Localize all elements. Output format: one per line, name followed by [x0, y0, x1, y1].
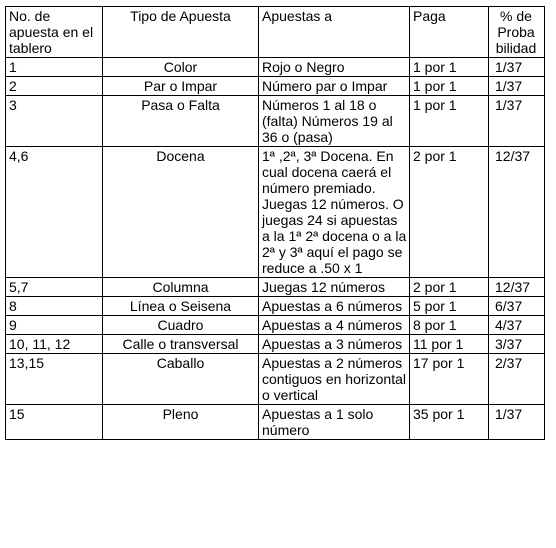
cell-probability: 4/37: [489, 316, 545, 335]
cell-bets-on: Apuestas a 3 números: [259, 335, 410, 354]
cell-payout: 35 por 1: [410, 405, 489, 440]
cell-bet-number: 3: [6, 96, 103, 147]
cell-bet-number: 15: [6, 405, 103, 440]
cell-bet-type: Color: [103, 58, 259, 77]
cell-payout: 17 por 1: [410, 354, 489, 405]
table-row: [6, 147, 545, 278]
cell-bets-on: Apuestas a 4 números: [259, 316, 410, 335]
cell-payout: 2 por 1: [410, 147, 489, 278]
table-row: [6, 96, 545, 147]
cell-bet-type: Calle o transversal: [103, 335, 259, 354]
cell-probability: 1/37: [489, 58, 545, 77]
cell-bet-number: 2: [6, 77, 103, 96]
cell-payout: 11 por 1: [410, 335, 489, 354]
cell-probability: 3/37: [489, 335, 545, 354]
cell-payout: 1 por 1: [410, 58, 489, 77]
cell-bet-type: Docena: [103, 147, 259, 278]
cell-probability: 12/37: [489, 147, 545, 278]
cell-bet-number: 1: [6, 58, 103, 77]
cell-bets-on: Apuestas a 2 números contiguos en horizontal o vertical: [259, 354, 410, 405]
cell-bet-number: 4,6: [6, 147, 103, 278]
cell-payout: 8 por 1: [410, 316, 489, 335]
header-bet-type: Tipo de Apuesta: [103, 7, 259, 58]
cell-payout: 1 por 1: [410, 77, 489, 96]
cell-bet-type: Cuadro: [103, 316, 259, 335]
cell-bet-type: Pleno: [103, 405, 259, 440]
table-row: [6, 77, 545, 96]
cell-bet-number: 8: [6, 297, 103, 316]
table-row: [6, 58, 545, 77]
cell-probability: 12/37: [489, 278, 545, 297]
cell-bet-type: Línea o Seisena: [103, 297, 259, 316]
cell-bets-on: Número par o Impar: [259, 77, 410, 96]
cell-probability: 1/37: [489, 77, 545, 96]
cell-bets-on: Apuestas a 1 solo número: [259, 405, 410, 440]
cell-bets-on: Números 1 al 18 o (falta) Números 19 al 36 o (pasa): [259, 96, 410, 147]
table-row: [6, 405, 545, 440]
table-row: [6, 278, 545, 297]
header-bet-number: No. de apuesta en el tablero: [6, 7, 103, 58]
roulette-bets-table: [5, 6, 545, 440]
table-row: [6, 335, 545, 354]
table-row: [6, 316, 545, 335]
cell-bets-on: Apuestas a 6 números: [259, 297, 410, 316]
header-payout: Paga: [410, 7, 489, 58]
cell-probability: 6/37: [489, 297, 545, 316]
cell-bets-on: Rojo o Negro: [259, 58, 410, 77]
cell-probability: 2/37: [489, 354, 545, 405]
cell-payout: 2 por 1: [410, 278, 489, 297]
cell-payout: 1 por 1: [410, 96, 489, 147]
header-probability: % de Proba bilidad: [489, 7, 545, 58]
table-row: [6, 297, 545, 316]
cell-bet-number: 10, 11, 12: [6, 335, 103, 354]
cell-probability: 1/37: [489, 405, 545, 440]
cell-probability: 1/37: [489, 96, 545, 147]
cell-bet-type: Pasa o Falta: [103, 96, 259, 147]
table-row: [6, 354, 545, 405]
cell-bet-type: Caballo: [103, 354, 259, 405]
cell-bet-number: 5,7: [6, 278, 103, 297]
cell-bets-on: Juegas 12 números: [259, 278, 410, 297]
cell-bet-number: 9: [6, 316, 103, 335]
header-bets-on: Apuestas a: [259, 7, 410, 58]
cell-bet-type: Par o Impar: [103, 77, 259, 96]
cell-bet-type: Columna: [103, 278, 259, 297]
cell-bet-number: 13,15: [6, 354, 103, 405]
cell-payout: 5 por 1: [410, 297, 489, 316]
cell-bets-on: 1ª ,2ª, 3ª Docena. En cual docena caerá el número premiado. Juegas 12 números. O juegas 24 si apuestas a la 1ª 2ª docena o a la 2ª y 3ª aquí el pago se reduce a .50 x 1: [259, 147, 410, 278]
table-header-row: [6, 7, 545, 58]
